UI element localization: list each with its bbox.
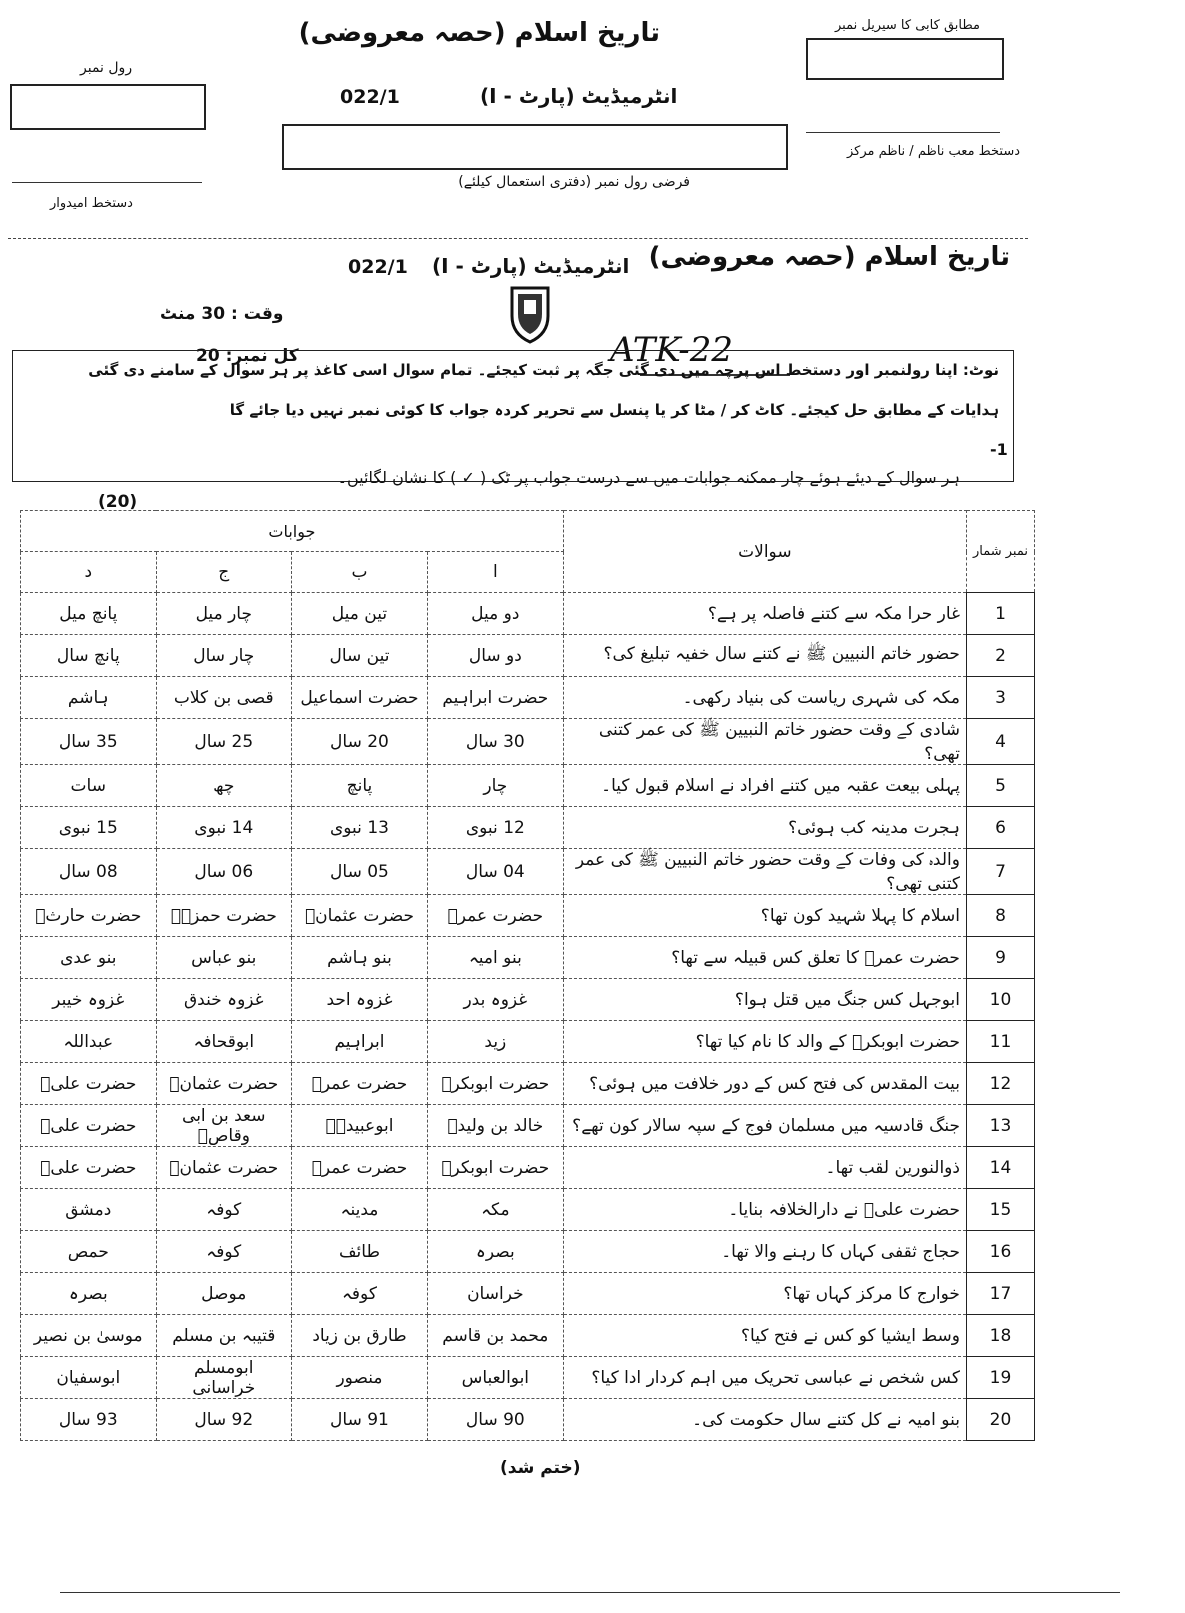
option-a[interactable]: ابوالعباس: [427, 1357, 563, 1399]
option-d[interactable]: 35 سال: [21, 719, 157, 765]
option-b[interactable]: تین میل: [292, 593, 428, 635]
option-d[interactable]: غزوہ خیبر: [21, 979, 157, 1021]
table-row: [21, 1105, 1035, 1147]
option-c[interactable]: 06 سال: [156, 849, 291, 895]
option-a[interactable]: بصرہ: [427, 1231, 563, 1273]
question-number: 8: [966, 895, 1034, 937]
page-title: تاریخ اسلام (حصہ معروضی): [298, 18, 660, 48]
question-text: ابوجہل کس جنگ میں قتل ہوا؟: [563, 979, 966, 1021]
roll-no-box[interactable]: [10, 84, 206, 130]
option-d[interactable]: موسیٰ بن نصیر: [21, 1315, 157, 1357]
question-text: کس شخص نے عباسی تحریک میں اہم کردار ادا کیا؟: [563, 1357, 966, 1399]
question-text: ذوالنورین لقب تھا۔: [563, 1147, 966, 1189]
option-c[interactable]: سعد بن ابی وقاصؓ: [156, 1105, 291, 1147]
option-d[interactable]: سات: [21, 765, 157, 807]
question-text: ہجرت مدینہ کب ہوئی؟: [563, 807, 966, 849]
option-b[interactable]: تین سال: [292, 635, 428, 677]
total-marks-label: کل نمبر: 20: [196, 346, 299, 366]
option-b[interactable]: حضرت عمرؓ: [292, 1063, 428, 1105]
option-b[interactable]: طارق بن زیاد: [292, 1315, 428, 1357]
question-text: حضرت علیؓ نے دارالخلافہ بنایا۔: [563, 1189, 966, 1231]
option-a[interactable]: بنو امیہ: [427, 937, 563, 979]
option-a[interactable]: 04 سال: [427, 849, 563, 895]
option-a[interactable]: چار: [427, 765, 563, 807]
table-row: [21, 849, 1035, 895]
option-a[interactable]: خالد بن ولیدؓ: [427, 1105, 563, 1147]
option-a[interactable]: دو سال: [427, 635, 563, 677]
serial-header: نمبر شمار: [966, 511, 1034, 593]
question-number: 14: [966, 1147, 1034, 1189]
table-row: [21, 719, 1035, 765]
table-row: [21, 1021, 1035, 1063]
option-a[interactable]: 90 سال: [427, 1399, 563, 1441]
option-d[interactable]: حضرت علیؓ: [21, 1063, 157, 1105]
end-marker: (ختم شد): [500, 1458, 581, 1478]
fake-roll-no-box[interactable]: [282, 124, 788, 170]
table-row: [21, 1231, 1035, 1273]
option-b[interactable]: ابراہیم: [292, 1021, 428, 1063]
table-row: [21, 635, 1035, 677]
question-number: 12: [966, 1063, 1034, 1105]
question-number: 16: [966, 1231, 1034, 1273]
serial-number-box[interactable]: [806, 38, 1004, 80]
question-number: 19: [966, 1357, 1034, 1399]
option-b[interactable]: پانچ: [292, 765, 428, 807]
board-crest-icon: [508, 282, 552, 344]
option-a[interactable]: غزوہ بدر: [427, 979, 563, 1021]
instructions-box: [12, 350, 1014, 482]
option-c[interactable]: چار سال: [156, 635, 291, 677]
option-c[interactable]: حضرت حمزہؓ: [156, 895, 291, 937]
option-d[interactable]: دمشق: [21, 1189, 157, 1231]
option-c[interactable]: بنو عباس: [156, 937, 291, 979]
time-label: وقت : 30 منٹ: [160, 304, 284, 324]
option-a[interactable]: محمد بن قاسم: [427, 1315, 563, 1357]
table-row: [21, 937, 1035, 979]
option-d[interactable]: پانچ سال: [21, 635, 157, 677]
option-b[interactable]: طائف: [292, 1231, 428, 1273]
table-row: [21, 895, 1035, 937]
question-number: 11: [966, 1021, 1034, 1063]
question-text: حضرت عمرؓ کا تعلق کس قبیلہ سے تھا؟: [563, 937, 966, 979]
option-b[interactable]: منصور: [292, 1357, 428, 1399]
serial-number-label: مطابق کابی کا سیریل نمبر: [834, 18, 980, 33]
question-text: شادی کے وقت حضور خاتم النبیین ﷺ کی عمر کتنی تھی؟: [563, 719, 966, 765]
option-b[interactable]: حضرت عمرؓ: [292, 1147, 428, 1189]
option-label-b: ب: [292, 552, 428, 593]
paper-code: 022/1: [340, 86, 400, 108]
second-paper-code: 022/1: [348, 256, 408, 278]
option-b[interactable]: بنو ہاشم: [292, 937, 428, 979]
option-b[interactable]: غزوہ احد: [292, 979, 428, 1021]
option-d[interactable]: پانچ میل: [21, 593, 157, 635]
answers-header: جوابات: [21, 511, 564, 552]
supervisor-sign-label: دستخط معب ناظم / ناظم مرکز: [846, 144, 1020, 159]
option-c[interactable]: قتیبہ بن مسلم: [156, 1315, 291, 1357]
question-number: 1: [966, 593, 1034, 635]
option-c[interactable]: ابوقحافہ: [156, 1021, 291, 1063]
question-number: 3: [966, 677, 1034, 719]
option-b[interactable]: 05 سال: [292, 849, 428, 895]
question-text: اسلام کا پہلا شہید کون تھا؟: [563, 895, 966, 937]
serial-underline: [806, 132, 1000, 133]
option-d[interactable]: 15 نبوی: [21, 807, 157, 849]
handwritten-code: ATK-22: [610, 330, 734, 370]
table-row: [21, 593, 1035, 635]
question-text: حجاج ثقفی کہاں کا رہنے والا تھا۔: [563, 1231, 966, 1273]
table-row: [21, 677, 1035, 719]
question-number: 4: [966, 719, 1034, 765]
option-a[interactable]: 12 نبوی: [427, 807, 563, 849]
option-a[interactable]: حضرت ابوبکرؓ: [427, 1063, 563, 1105]
option-label-c: ج: [156, 552, 291, 593]
option-d[interactable]: بنو عدی: [21, 937, 157, 979]
option-c[interactable]: غزوہ خندق: [156, 979, 291, 1021]
table-row: [21, 1357, 1035, 1399]
question-text: غار حرا مکہ سے کتنے فاصلہ پر ہے؟: [563, 593, 966, 635]
option-c[interactable]: ابومسلم خراسانی: [156, 1357, 291, 1399]
option-a[interactable]: حضرت ابوبکرؓ: [427, 1147, 563, 1189]
question-text: حضرت ابوبکرؓ کے والد کا نام کیا تھا؟: [563, 1021, 966, 1063]
option-a[interactable]: خراسان: [427, 1273, 563, 1315]
question-text: وسط ایشیا کو کس نے فتح کیا؟: [563, 1315, 966, 1357]
second-subtitle: انٹرمیڈیٹ (پارٹ - I): [432, 254, 630, 278]
option-d[interactable]: 93 سال: [21, 1399, 157, 1441]
question-text: جنگ قادسیہ میں مسلمان فوج کے سپہ سالار کون تھے؟: [563, 1105, 966, 1147]
option-a[interactable]: زید: [427, 1021, 563, 1063]
table-row: [21, 979, 1035, 1021]
option-c[interactable]: حضرت عثمانؓ: [156, 1147, 291, 1189]
option-d[interactable]: حضرت علیؓ: [21, 1147, 157, 1189]
option-c[interactable]: چھ: [156, 765, 291, 807]
option-c[interactable]: حضرت عثمانؓ: [156, 1063, 291, 1105]
question-number: 20: [966, 1399, 1034, 1441]
option-d[interactable]: عبداللہ: [21, 1021, 157, 1063]
question-text: بنو امیہ نے کل کتنے سال حکومت کی۔: [563, 1399, 966, 1441]
option-d[interactable]: 08 سال: [21, 849, 157, 895]
question-number: 15: [966, 1189, 1034, 1231]
option-a[interactable]: حضرت عمرؓ: [427, 895, 563, 937]
option-b[interactable]: ابوعبیدہؓ: [292, 1105, 428, 1147]
option-c[interactable]: چار میل: [156, 593, 291, 635]
option-d[interactable]: ہاشم: [21, 677, 157, 719]
table-row: [21, 1063, 1035, 1105]
table-row: [21, 807, 1035, 849]
question-number: 10: [966, 979, 1034, 1021]
option-b[interactable]: 20 سال: [292, 719, 428, 765]
mcq-table: [20, 510, 1035, 1441]
cut-line: [8, 238, 1028, 239]
candidate-sign-line: [12, 182, 202, 183]
table-row: [21, 1315, 1035, 1357]
question-number: 18: [966, 1315, 1034, 1357]
question-text: حضور خاتم النبیین ﷺ نے کتنے سال خفیہ تبلیغ کی؟: [563, 635, 966, 677]
question-text: خوارج کا مرکز کہاں تھا؟: [563, 1273, 966, 1315]
candidate-sign-label: دستخط امیدوار: [50, 196, 133, 211]
option-c[interactable]: 92 سال: [156, 1399, 291, 1441]
option-d[interactable]: حضرت علیؓ: [21, 1105, 157, 1147]
option-b[interactable]: مدینہ: [292, 1189, 428, 1231]
option-c[interactable]: موصل: [156, 1273, 291, 1315]
option-a[interactable]: 30 سال: [427, 719, 563, 765]
option-d[interactable]: حضرت حارثؓ: [21, 895, 157, 937]
option-label-d: د: [21, 552, 157, 593]
option-label-a: ا: [427, 552, 563, 593]
question-number: 5: [966, 765, 1034, 807]
option-b[interactable]: کوفہ: [292, 1273, 428, 1315]
question-text: بیت المقدس کی فتح کس کے دور خلافت میں ہوئی؟: [563, 1063, 966, 1105]
roll-no-label: رول نمبر: [80, 60, 133, 76]
table-row: [21, 1273, 1035, 1315]
option-c[interactable]: کوفہ: [156, 1231, 291, 1273]
option-c[interactable]: 14 نبوی: [156, 807, 291, 849]
exam-subtitle: انٹرمیڈیٹ (پارٹ - I): [480, 84, 678, 108]
question-text: پہلی بیعت عقبہ میں کتنے افراد نے اسلام قبول کیا۔: [563, 765, 966, 807]
table-row: [21, 1189, 1035, 1231]
note-line-2: ہدایات کے مطابق حل کیجئے۔ کاٹ کر / مٹا کر یا پنسل سے تحریر کردہ جواب کا کوئی نمبر نہیں دیا جائے گا: [229, 401, 999, 419]
table-row: [21, 1399, 1035, 1441]
note-line-1: نوٹ: اپنا رولنمبر اور دستخط اس پرچہ میں دی گئی جگہ پر ثبت کیجئے۔ تمام سوال اسی کاغذ پر ہر سوال کے سامنے دی گئی: [88, 361, 999, 379]
section-marks: (20): [98, 492, 138, 512]
option-b[interactable]: حضرت عثمانؓ: [292, 895, 428, 937]
option-d[interactable]: ابوسفیان: [21, 1357, 157, 1399]
question-number: 9: [966, 937, 1034, 979]
table-row: [21, 765, 1035, 807]
option-b[interactable]: 13 نبوی: [292, 807, 428, 849]
option-a[interactable]: مکہ: [427, 1189, 563, 1231]
option-a[interactable]: حضرت ابراہیم: [427, 677, 563, 719]
option-d[interactable]: بصرہ: [21, 1273, 157, 1315]
option-c[interactable]: کوفہ: [156, 1189, 291, 1231]
second-title: تاریخ اسلام (حصہ معروضی): [648, 242, 1010, 272]
option-b[interactable]: 91 سال: [292, 1399, 428, 1441]
question-text: مکہ کی شہری ریاست کی بنیاد رکھی۔: [563, 677, 966, 719]
questions-header: سوالات: [563, 511, 966, 593]
question-number: 6: [966, 807, 1034, 849]
option-c[interactable]: 25 سال: [156, 719, 291, 765]
question-number: 17: [966, 1273, 1034, 1315]
question-text: والدہ کی وفات کے وقت حضور خاتم النبیین ﷺ کی عمر کتنی تھی؟: [563, 849, 966, 895]
option-c[interactable]: قصی بن کلاب: [156, 677, 291, 719]
fake-roll-no-label: فرضی رول نمبر (دفتری استعمال کیلئے): [458, 174, 690, 190]
option-a[interactable]: دو میل: [427, 593, 563, 635]
question-number: 2: [966, 635, 1034, 677]
question-number: 7: [966, 849, 1034, 895]
option-d[interactable]: حمص: [21, 1231, 157, 1273]
question-number: 13: [966, 1105, 1034, 1147]
instruction-number: -1: [990, 440, 1008, 459]
bottom-rule: [60, 1592, 1120, 1593]
table-row: [21, 1147, 1035, 1189]
tick-instruction: ہر سوال کے دیئے ہوئے چار ممکنہ جوابات میں سے درست جواب پر ٹک ( ✓ ) کا نشان لگائیں۔: [337, 468, 960, 487]
option-b[interactable]: حضرت اسماعیل: [292, 677, 428, 719]
